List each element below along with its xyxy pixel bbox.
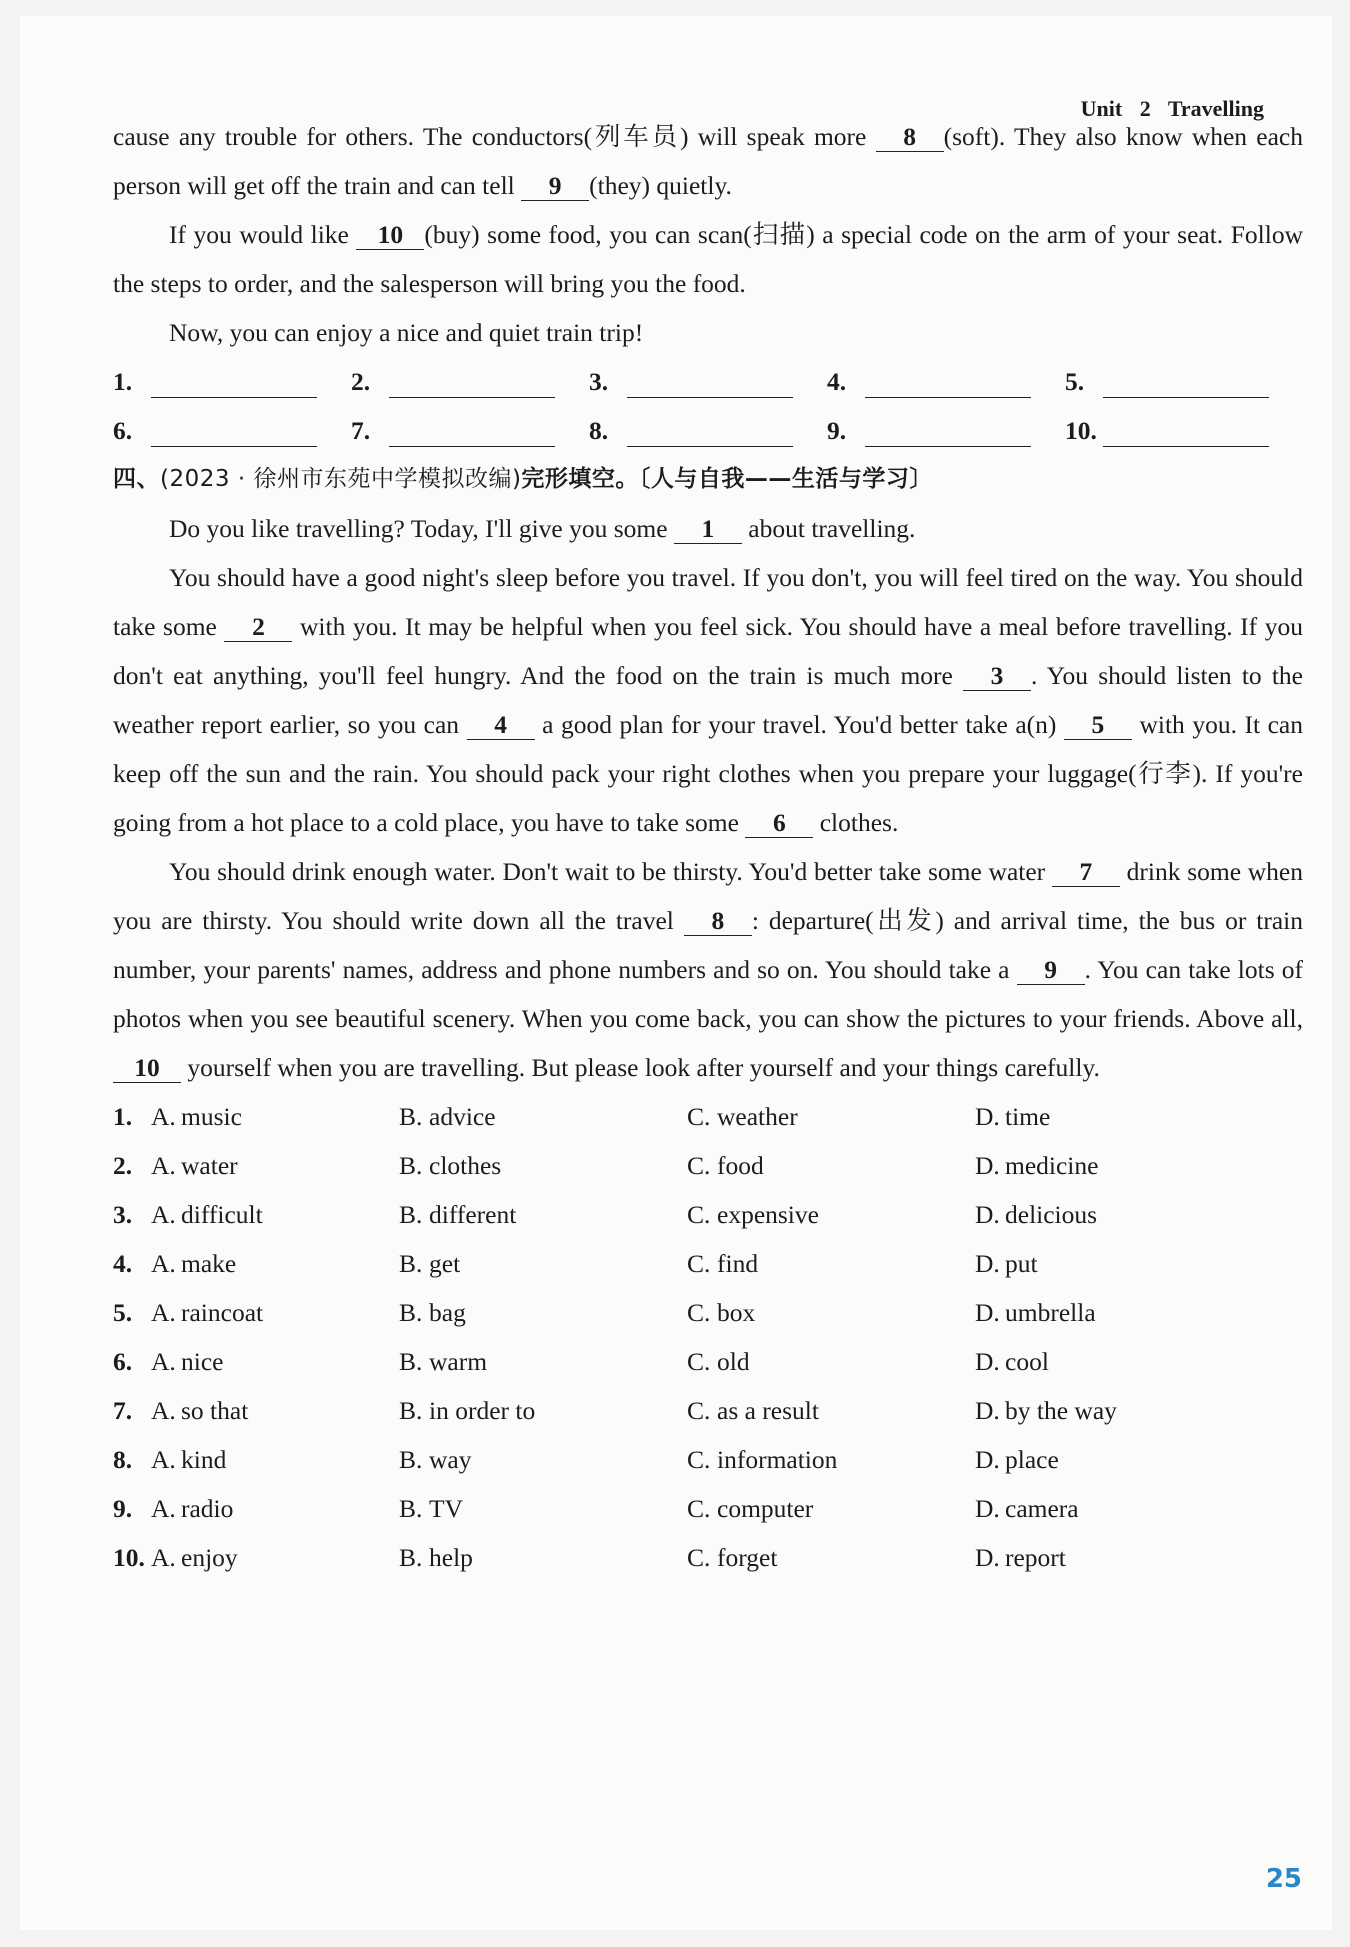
option-text: enjoy bbox=[181, 1543, 238, 1572]
option-letter: C. bbox=[687, 1494, 711, 1523]
answer-blank-7[interactable] bbox=[351, 406, 589, 455]
unit-title: Travelling bbox=[1167, 96, 1264, 121]
option-b[interactable] bbox=[399, 1190, 687, 1239]
option-text: make bbox=[181, 1249, 237, 1278]
option-letter: D. bbox=[975, 1102, 1000, 1131]
answer-line[interactable] bbox=[865, 416, 1031, 447]
option-letter: B. bbox=[399, 1445, 423, 1474]
option-letter: C. bbox=[687, 1298, 711, 1327]
option-letter: A. bbox=[151, 1543, 176, 1572]
answer-number: 6. bbox=[113, 416, 133, 445]
option-b[interactable] bbox=[399, 1141, 687, 1190]
answer-line[interactable] bbox=[389, 416, 555, 447]
option-row bbox=[113, 1533, 1303, 1582]
option-letter: A. bbox=[151, 1102, 176, 1131]
answer-line[interactable] bbox=[627, 367, 793, 398]
option-letter: D. bbox=[975, 1249, 1000, 1278]
option-row bbox=[113, 1288, 1303, 1337]
section-source: (2023 · 徐州市东苑中学模拟改编) bbox=[160, 466, 522, 492]
option-text: umbrella bbox=[1005, 1298, 1096, 1327]
option-text: forget bbox=[717, 1543, 778, 1572]
option-letter: B. bbox=[399, 1347, 423, 1376]
answer-number: 5. bbox=[1065, 367, 1085, 396]
cloze-blank-10: 10 bbox=[113, 1054, 181, 1083]
answer-line[interactable] bbox=[151, 416, 317, 447]
option-letter: B. bbox=[399, 1200, 423, 1229]
answer-row-1 bbox=[113, 357, 1303, 406]
option-text: raincoat bbox=[181, 1298, 264, 1327]
passage-text: If you would like bbox=[169, 220, 357, 249]
answer-line[interactable] bbox=[1103, 367, 1269, 398]
cloze-text: with you. It can keep off the sun and the rain. You should pack your right clothes when you prepare your luggage(行李). If you're going from a hot place to a cold place, you have to take some bbox=[113, 710, 1303, 837]
option-text: report bbox=[1005, 1543, 1066, 1572]
answer-line[interactable] bbox=[865, 367, 1031, 398]
option-text: camera bbox=[1005, 1494, 1079, 1523]
option-d[interactable] bbox=[975, 1386, 1235, 1435]
option-text: old bbox=[717, 1347, 750, 1376]
answer-blank-4[interactable] bbox=[827, 357, 1065, 406]
option-text: warm bbox=[429, 1347, 488, 1376]
question-number: 1. bbox=[113, 1102, 133, 1131]
option-letter: B. bbox=[399, 1151, 423, 1180]
answer-blank-9[interactable] bbox=[827, 406, 1065, 455]
option-text: medicine bbox=[1005, 1151, 1099, 1180]
answer-number: 2. bbox=[351, 367, 371, 396]
cloze-paragraph-2 bbox=[113, 553, 1303, 847]
option-letter: C. bbox=[687, 1543, 711, 1572]
option-letter: A. bbox=[151, 1200, 176, 1229]
option-a[interactable] bbox=[151, 1190, 399, 1239]
option-text: computer bbox=[717, 1494, 814, 1523]
cloze-text: a good plan for your travel. You'd better take a(n) bbox=[534, 710, 1064, 739]
option-text: difficult bbox=[181, 1200, 263, 1229]
question-number: 4. bbox=[113, 1249, 133, 1278]
option-a[interactable] bbox=[151, 1484, 399, 1533]
answer-blank-8[interactable] bbox=[589, 406, 827, 455]
option-c[interactable] bbox=[687, 1533, 975, 1582]
answer-row-2 bbox=[113, 406, 1303, 455]
option-letter: D. bbox=[975, 1298, 1000, 1327]
cloze-text: Do you like travelling? Today, I'll give you some bbox=[169, 514, 674, 543]
blank-9: 9 bbox=[521, 172, 589, 201]
cloze-blank-5: 5 bbox=[1064, 711, 1132, 740]
answer-line[interactable] bbox=[1103, 416, 1269, 447]
option-c[interactable] bbox=[687, 1092, 975, 1141]
question-number: 2. bbox=[113, 1151, 133, 1180]
option-letter: D. bbox=[975, 1543, 1000, 1572]
option-text: nice bbox=[181, 1347, 224, 1376]
option-d[interactable] bbox=[975, 1484, 1235, 1533]
option-letter: B. bbox=[399, 1298, 423, 1327]
answer-line[interactable] bbox=[627, 416, 793, 447]
answer-number: 3. bbox=[589, 367, 609, 396]
option-row bbox=[113, 1484, 1303, 1533]
option-letter: A. bbox=[151, 1396, 176, 1425]
option-c[interactable] bbox=[687, 1239, 975, 1288]
cloze-blank-1: 1 bbox=[674, 515, 742, 544]
option-text: so that bbox=[181, 1396, 249, 1425]
option-b[interactable] bbox=[399, 1288, 687, 1337]
option-c[interactable] bbox=[687, 1141, 975, 1190]
option-letter: C. bbox=[687, 1151, 711, 1180]
option-a[interactable] bbox=[151, 1239, 399, 1288]
option-letter: C. bbox=[687, 1445, 711, 1474]
answer-number: 1. bbox=[113, 367, 133, 396]
option-a[interactable] bbox=[151, 1386, 399, 1435]
answer-number: 4. bbox=[827, 367, 847, 396]
option-text: by the way bbox=[1005, 1396, 1117, 1425]
option-text: water bbox=[181, 1151, 238, 1180]
option-letter: C. bbox=[687, 1249, 711, 1278]
answer-line[interactable] bbox=[151, 367, 317, 398]
workbook-page bbox=[20, 16, 1332, 1930]
option-letter: D. bbox=[975, 1347, 1000, 1376]
question-number: 10. bbox=[113, 1543, 145, 1572]
cloze-paragraph-3 bbox=[113, 847, 1303, 1092]
cloze-text: clothes. bbox=[813, 808, 899, 837]
cloze-blank-8: 8 bbox=[684, 907, 752, 936]
option-letter: B. bbox=[399, 1102, 423, 1131]
option-d[interactable] bbox=[975, 1337, 1235, 1386]
option-letter: B. bbox=[399, 1543, 423, 1572]
answer-blank-5[interactable] bbox=[1065, 357, 1303, 406]
cloze-paragraph-1 bbox=[113, 504, 1303, 553]
option-row bbox=[113, 1190, 1303, 1239]
option-c[interactable] bbox=[687, 1386, 975, 1435]
option-text: TV bbox=[429, 1494, 463, 1523]
option-a[interactable] bbox=[151, 1533, 399, 1582]
option-text: box bbox=[717, 1298, 756, 1327]
blank-10: 10 bbox=[356, 221, 424, 250]
option-row bbox=[113, 1239, 1303, 1288]
passage-paragraph-2 bbox=[113, 210, 1303, 308]
passage-text: (they) quietly. bbox=[589, 171, 732, 200]
answer-blank-3[interactable] bbox=[589, 357, 827, 406]
blank-8: 8 bbox=[876, 123, 944, 152]
cloze-text: You should have a good night's sleep before you travel. If you don't, you will feel tired on the way. You should take some bbox=[113, 563, 1303, 641]
option-c[interactable] bbox=[687, 1288, 975, 1337]
option-letter: C. bbox=[687, 1102, 711, 1131]
cloze-text: You should drink enough water. Don't wait to be thirsty. You'd better take some water bbox=[169, 857, 1052, 886]
option-c[interactable] bbox=[687, 1435, 975, 1484]
passage-paragraph-3: Now, you can enjoy a nice and quiet train trip! bbox=[169, 318, 644, 347]
option-text: weather bbox=[717, 1102, 798, 1131]
options-list bbox=[113, 1092, 1303, 1582]
passage-continued bbox=[113, 112, 1303, 1582]
option-letter: C. bbox=[687, 1347, 711, 1376]
option-letter: A. bbox=[151, 1445, 176, 1474]
question-number: 9. bbox=[113, 1494, 133, 1523]
cloze-blank-9: 9 bbox=[1017, 956, 1085, 985]
option-b[interactable] bbox=[399, 1533, 687, 1582]
option-row bbox=[113, 1435, 1303, 1484]
option-text: advice bbox=[429, 1102, 496, 1131]
option-row bbox=[113, 1386, 1303, 1435]
option-row bbox=[113, 1337, 1303, 1386]
passage-text: (soft). They also know when each person will get off the train and can tell bbox=[113, 122, 1303, 200]
option-text: kind bbox=[181, 1445, 227, 1474]
answer-blank-10[interactable] bbox=[1065, 406, 1303, 455]
cloze-blank-7: 7 bbox=[1052, 858, 1120, 887]
question-number: 8. bbox=[113, 1445, 133, 1474]
cloze-blank-6: 6 bbox=[745, 809, 813, 838]
option-b[interactable] bbox=[399, 1092, 687, 1141]
option-d[interactable] bbox=[975, 1092, 1235, 1141]
option-letter: A. bbox=[151, 1151, 176, 1180]
cloze-text: with you. It may be helpful when you feel sick. You should have a meal before travelling. If you don't eat anything, you'll feel hungry. And the food on the train is much more bbox=[113, 612, 1303, 690]
option-text: put bbox=[1005, 1249, 1038, 1278]
question-number: 5. bbox=[113, 1298, 133, 1327]
option-d[interactable] bbox=[975, 1288, 1235, 1337]
option-text: bag bbox=[429, 1298, 466, 1327]
section-number: 四、 bbox=[113, 466, 160, 492]
answer-line[interactable] bbox=[389, 367, 555, 398]
option-text: find bbox=[717, 1249, 759, 1278]
option-b[interactable] bbox=[399, 1484, 687, 1533]
cloze-text: about travelling. bbox=[741, 514, 916, 543]
option-b[interactable] bbox=[399, 1337, 687, 1386]
option-text: cool bbox=[1005, 1347, 1049, 1376]
option-text: help bbox=[429, 1543, 473, 1572]
option-letter: D. bbox=[975, 1445, 1000, 1474]
question-number: 7. bbox=[113, 1396, 133, 1425]
option-letter: A. bbox=[151, 1347, 176, 1376]
option-d[interactable] bbox=[975, 1435, 1235, 1484]
answer-number: 10. bbox=[1065, 416, 1097, 445]
option-letter: B. bbox=[399, 1396, 423, 1425]
cloze-text: yourself when you are travelling. But please look after yourself and your things carefully. bbox=[181, 1053, 1100, 1082]
passage-text: (buy) some food, you can scan(扫描) a special code on the arm of your seat. Follow the steps to order, and the salesperson will bring you the food. bbox=[113, 220, 1303, 298]
option-d[interactable] bbox=[975, 1533, 1235, 1582]
answer-number: 9. bbox=[827, 416, 847, 445]
option-c[interactable] bbox=[687, 1337, 975, 1386]
option-letter: D. bbox=[975, 1396, 1000, 1425]
option-text: time bbox=[1005, 1102, 1051, 1131]
option-b[interactable] bbox=[399, 1435, 687, 1484]
option-d[interactable] bbox=[975, 1190, 1235, 1239]
unit-label: Unit 2 bbox=[1080, 96, 1151, 121]
option-c[interactable] bbox=[687, 1190, 975, 1239]
option-text: place bbox=[1005, 1445, 1059, 1474]
option-row bbox=[113, 1092, 1303, 1141]
answer-blank-6[interactable] bbox=[113, 406, 351, 455]
option-letter: A. bbox=[151, 1494, 176, 1523]
option-text: get bbox=[429, 1249, 461, 1278]
option-letter: B. bbox=[399, 1494, 423, 1523]
section-4-title bbox=[113, 455, 1303, 504]
section-task: 完形填空。〔人与自我——生活与学习〕 bbox=[521, 466, 933, 492]
option-text: radio bbox=[181, 1494, 234, 1523]
option-c[interactable] bbox=[687, 1484, 975, 1533]
option-letter: D. bbox=[975, 1151, 1000, 1180]
option-letter: B. bbox=[399, 1249, 423, 1278]
option-b[interactable] bbox=[399, 1386, 687, 1435]
option-b[interactable] bbox=[399, 1239, 687, 1288]
option-text: clothes bbox=[429, 1151, 502, 1180]
answer-number: 8. bbox=[589, 416, 609, 445]
option-a[interactable] bbox=[151, 1337, 399, 1386]
cloze-blank-4: 4 bbox=[467, 711, 535, 740]
cloze-text: . You should listen to the weather report earlier, so you can bbox=[113, 661, 1303, 739]
cloze-blank-2: 2 bbox=[224, 613, 292, 642]
page-number: 25 bbox=[1265, 1864, 1302, 1894]
option-letter: C. bbox=[687, 1396, 711, 1425]
option-d[interactable] bbox=[975, 1141, 1235, 1190]
option-a[interactable] bbox=[151, 1092, 399, 1141]
cloze-text: . You can take lots of photos when you see beautiful scenery. When you come back, you can show the pictures to your friends. Above all, bbox=[113, 955, 1303, 1033]
option-a[interactable] bbox=[151, 1435, 399, 1484]
passage-text: cause any trouble for others. The conductors(列车员) will speak more bbox=[113, 122, 876, 151]
option-text: information bbox=[717, 1445, 838, 1474]
answer-number: 7. bbox=[351, 416, 371, 445]
question-number: 3. bbox=[113, 1200, 133, 1229]
option-a[interactable] bbox=[151, 1288, 399, 1337]
option-text: food bbox=[717, 1151, 764, 1180]
option-text: different bbox=[429, 1200, 517, 1229]
question-number: 6. bbox=[113, 1347, 133, 1376]
cloze-blank-3: 3 bbox=[963, 662, 1031, 691]
option-d[interactable] bbox=[975, 1239, 1235, 1288]
passage-paragraph-1 bbox=[113, 112, 1303, 210]
option-text: delicious bbox=[1005, 1200, 1098, 1229]
option-letter: A. bbox=[151, 1249, 176, 1278]
option-text: in order to bbox=[429, 1396, 536, 1425]
cloze-text: : departure(出发) and arrival time, the bus or train number, your parents' names, address and phone numbers and so on. You should take a bbox=[113, 906, 1303, 984]
option-a[interactable] bbox=[151, 1141, 399, 1190]
option-text: expensive bbox=[717, 1200, 819, 1229]
option-letter: C. bbox=[687, 1200, 711, 1229]
option-row bbox=[113, 1141, 1303, 1190]
option-text: way bbox=[429, 1445, 472, 1474]
option-letter: D. bbox=[975, 1494, 1000, 1523]
answer-blank-1[interactable] bbox=[113, 357, 351, 406]
answer-blank-2[interactable] bbox=[351, 357, 589, 406]
option-letter: D. bbox=[975, 1200, 1000, 1229]
cloze-text: drink some when you are thirsty. You should write down all the travel bbox=[113, 857, 1303, 935]
option-text: music bbox=[181, 1102, 242, 1131]
option-letter: A. bbox=[151, 1298, 176, 1327]
option-text: as a result bbox=[717, 1396, 819, 1425]
